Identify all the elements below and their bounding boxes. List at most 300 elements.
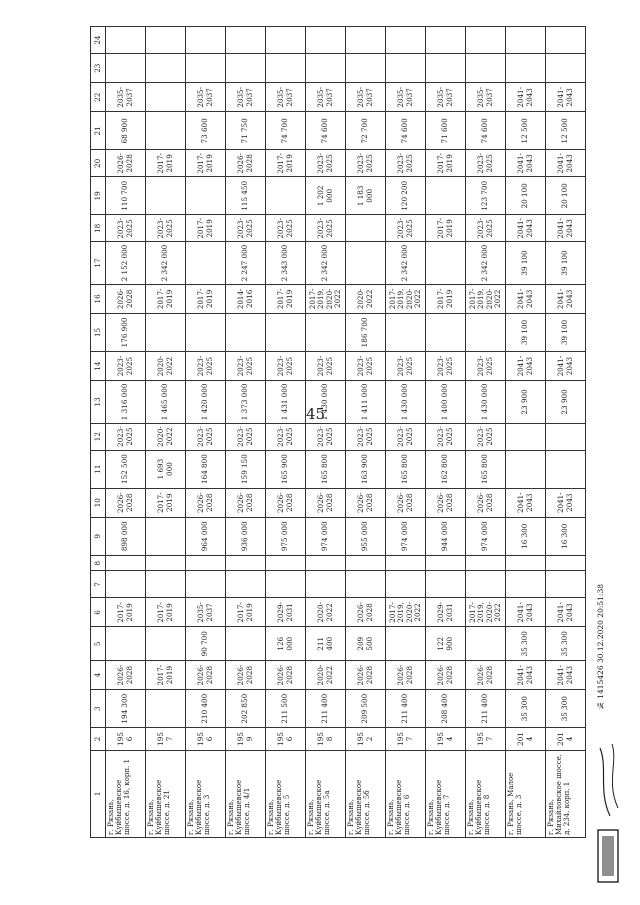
table-cell: 2035-2037 [226, 83, 266, 112]
table-cell [186, 54, 226, 83]
table-cell: 23 900 [546, 381, 586, 424]
column-header: 4 [91, 661, 106, 690]
address-cell: г. Рязань, Куйбышевское шоссе, д. 5б [346, 750, 386, 837]
table-cell: 2026-2028 [346, 488, 386, 517]
table-cell: 2023-2025 [346, 423, 386, 450]
table-cell: 159 150 [226, 450, 266, 488]
table-cell [426, 555, 466, 571]
table-cell: 2023-2025 [146, 215, 186, 242]
table-cell [146, 177, 186, 215]
table-cell: 1 693 000 [146, 450, 186, 488]
table-cell: 35 300 [546, 690, 586, 728]
table-cell: 2026-2028 [186, 661, 226, 690]
table-cell: 72 700 [346, 112, 386, 150]
table-cell [466, 54, 506, 83]
table-cell: 2017-2019, 2020-2022 [466, 598, 506, 627]
table-cell: 1 430 000 [306, 381, 346, 424]
table-cell [346, 242, 386, 285]
registration-note: № 1415426 30.12.2020 20:51:38 [596, 584, 605, 711]
table-cell [146, 112, 186, 150]
table-cell: 2023-2025 [306, 423, 346, 450]
address-cell: г. Рязань, Куйбышевское шоссе, д. 8 [466, 750, 506, 837]
table-cell: 1 430 000 [386, 381, 426, 424]
table-cell [306, 571, 346, 598]
table-cell [226, 627, 266, 661]
table-cell: 964 000 [186, 517, 226, 555]
table-cell [106, 54, 146, 83]
table-cell: 2 342 000 [386, 242, 426, 285]
column-header: 12 [91, 423, 106, 450]
table-cell: 2 342 000 [146, 242, 186, 285]
table-cell: 120 200 [386, 177, 426, 215]
table-cell: 1956 [266, 728, 306, 750]
table-cell [226, 313, 266, 351]
table-cell: 209 500 [346, 627, 386, 661]
table-cell: 2017-2019 [426, 150, 466, 177]
table-cell: 2017-2019, 2020-2022 [386, 284, 426, 313]
table-cell [386, 555, 426, 571]
table-cell [186, 177, 226, 215]
table-cell: 2023-2025 [466, 423, 506, 450]
table-cell: 2 152 000 [106, 242, 146, 285]
table-cell: 2017-2019 [426, 284, 466, 313]
table-cell: 2023-2025 [266, 352, 306, 381]
table-cell: 2017-2019 [186, 215, 226, 242]
table-cell: 1 400 000 [426, 381, 466, 424]
column-header: 6 [91, 598, 106, 627]
table-cell: 176 900 [106, 313, 146, 351]
table-cell [546, 423, 586, 450]
table-cell: 2017-2019 [426, 215, 466, 242]
table-cell: 2035-2037 [186, 83, 226, 112]
table-cell [426, 27, 466, 54]
table-cell: 2017-2019, 2020-2022 [386, 598, 426, 627]
column-header: 9 [91, 517, 106, 555]
column-number-row [91, 27, 106, 838]
column-header: 15 [91, 313, 106, 351]
table-cell: 2041-2043 [546, 284, 586, 313]
table-row [466, 27, 506, 838]
table-cell: 1 316 000 [106, 381, 146, 424]
table-cell [546, 27, 586, 54]
table-cell: 1958 [306, 728, 346, 750]
table-cell: 2017-2019 [186, 150, 226, 177]
table-cell: 39 100 [546, 313, 586, 351]
table-row [426, 27, 466, 838]
table-cell [146, 54, 186, 83]
table-cell: 2020-2022 [146, 423, 186, 450]
table-cell [546, 555, 586, 571]
table-cell: 2035-2037 [426, 83, 466, 112]
table-cell: 16 300 [506, 517, 546, 555]
table-cell: 2023-2025 [386, 215, 426, 242]
column-header: 2 [91, 728, 106, 750]
table-cell [386, 627, 426, 661]
address-cell: г. Рязань, Куйбышевское шоссе, д. 7 [426, 750, 466, 837]
table-cell: 39 100 [546, 242, 586, 285]
table-cell: 110 700 [106, 177, 146, 215]
table-cell: 71 750 [226, 112, 266, 150]
table-cell: 74 700 [266, 112, 306, 150]
table-cell [266, 571, 306, 598]
address-cell: г. Рязань, Куйбышевское шоссе, д. 6 [386, 750, 426, 837]
table-cell: 2 247 000 [226, 242, 266, 285]
table-cell: 39 100 [506, 313, 546, 351]
table-cell: 68 900 [106, 112, 146, 150]
table-cell: 2017-2019 [146, 661, 186, 690]
table-cell [146, 313, 186, 351]
page-number: 45 [306, 405, 326, 423]
table-cell: 1 431 000 [266, 381, 306, 424]
table-row [106, 27, 146, 838]
table-cell: 12 500 [546, 112, 586, 150]
table-row [226, 27, 266, 838]
table-cell: 74 600 [466, 112, 506, 150]
table-row [306, 27, 346, 838]
table-cell: 165 800 [386, 450, 426, 488]
table-cell: 2041-2043 [506, 284, 546, 313]
table-cell: 1952 [346, 728, 386, 750]
table-cell: 2023-2025 [306, 150, 346, 177]
table-cell [146, 690, 186, 728]
table-cell: 23 900 [506, 381, 546, 424]
table-cell: 2017-2019 [106, 598, 146, 627]
address-cell: г. Рязань, Куйбышевское шоссе, д. 4/1 [226, 750, 266, 837]
table-cell: 2041-2043 [546, 215, 586, 242]
capital-repair-schedule-table [90, 26, 586, 838]
column-header: 1 [91, 750, 106, 837]
table-cell: 211 400 [386, 690, 426, 728]
table-row [266, 27, 306, 838]
table-cell: 211 500 [266, 690, 306, 728]
table-cell: 2041-2043 [506, 83, 546, 112]
table-cell [386, 54, 426, 83]
table-cell: 2 342 000 [306, 242, 346, 285]
table-cell: 2041-2043 [506, 488, 546, 517]
column-header: 8 [91, 555, 106, 571]
table-cell [186, 555, 226, 571]
table-cell: 2026-2028 [426, 661, 466, 690]
table-cell: 16 300 [546, 517, 586, 555]
table-cell: 2020-2022 [346, 284, 386, 313]
table-cell: 186 700 [346, 313, 386, 351]
table-cell: 2023-2025 [346, 352, 386, 381]
table-cell: 974 000 [306, 517, 346, 555]
table-cell: 2041-2043 [506, 215, 546, 242]
table-cell: 126 000 [266, 627, 306, 661]
table-cell: 2017-2019 [146, 284, 186, 313]
table-cell: 2017-2019 [146, 150, 186, 177]
table-cell [386, 313, 426, 351]
table-cell [386, 571, 426, 598]
table-cell [426, 242, 466, 285]
table-cell: 2026-2028 [106, 150, 146, 177]
table-cell: 39 100 [506, 242, 546, 285]
table-cell [546, 450, 586, 488]
table-cell: 165 800 [466, 450, 506, 488]
table-cell [346, 215, 386, 242]
table-cell: 2023-2025 [386, 150, 426, 177]
table-cell [226, 571, 266, 598]
table-cell: 115 450 [226, 177, 266, 215]
table-cell: 2026-2028 [426, 488, 466, 517]
table-cell [306, 54, 346, 83]
table-cell [106, 555, 146, 571]
table-cell: 20 100 [546, 177, 586, 215]
table-cell: 2020-2022 [146, 352, 186, 381]
table-cell: 122 900 [426, 627, 466, 661]
registration-stamp-icon [594, 738, 626, 888]
table-cell: 2026-2028 [386, 661, 426, 690]
table-cell [546, 571, 586, 598]
table-cell [146, 27, 186, 54]
table-cell [226, 27, 266, 54]
table-cell: 1956 [186, 728, 226, 750]
table-cell [146, 517, 186, 555]
table-cell: 2041-2043 [546, 488, 586, 517]
column-header: 10 [91, 488, 106, 517]
table-cell: 211 400 [306, 690, 346, 728]
address-cell: г. Рязань, Куйбышевское шоссе, д. 5а [306, 750, 346, 837]
column-header: 14 [91, 352, 106, 381]
table-cell: 2041-2043 [546, 352, 586, 381]
table-cell [426, 313, 466, 351]
table-row [546, 27, 586, 838]
table-cell [506, 423, 546, 450]
table-cell [186, 242, 226, 285]
table-cell [106, 27, 146, 54]
table-cell [506, 555, 546, 571]
table-cell: 2023-2025 [106, 215, 146, 242]
table-cell [426, 571, 466, 598]
address-cell: г. Рязань, Малое шоссе, д. 3 [506, 750, 546, 837]
table-cell: 2023-2025 [226, 423, 266, 450]
table-cell: 1 202 000 [306, 177, 346, 215]
table-cell: 35 300 [506, 690, 546, 728]
table-cell: 974 000 [466, 517, 506, 555]
table-cell [466, 627, 506, 661]
table-cell: 2026-2028 [466, 661, 506, 690]
table-wrapper [90, 26, 590, 838]
table-cell: 2023-2025 [306, 352, 346, 381]
address-cell: г. Рязань, Куйбышевское шоссе, д. 5 [266, 750, 306, 837]
table-cell: 2023-2025 [266, 423, 306, 450]
table-cell: 2041-2043 [506, 150, 546, 177]
table-cell: 2026-2028 [466, 488, 506, 517]
table-cell: 1957 [386, 728, 426, 750]
table-cell: 2023-2025 [426, 423, 466, 450]
table-cell: 74 600 [306, 112, 346, 150]
table-cell: 2035-2037 [346, 83, 386, 112]
table-cell: 35 300 [546, 627, 586, 661]
column-header: 13 [91, 381, 106, 424]
table-cell [466, 313, 506, 351]
table-cell: 2014-2016 [226, 284, 266, 313]
table-cell: 2023-2025 [466, 352, 506, 381]
rotated-table-container [90, 26, 590, 838]
column-header: 24 [91, 27, 106, 54]
table-cell: 209 500 [346, 690, 386, 728]
table-cell: 2023-2025 [346, 150, 386, 177]
table-cell [186, 313, 226, 351]
table-cell [266, 27, 306, 54]
table-cell [106, 571, 146, 598]
table-cell: 1957 [146, 728, 186, 750]
table-cell [186, 571, 226, 598]
table-cell: 123 700 [466, 177, 506, 215]
table-cell: 2023-2025 [186, 352, 226, 381]
column-header: 23 [91, 54, 106, 83]
table-cell: 2026-2028 [226, 150, 266, 177]
column-header: 7 [91, 571, 106, 598]
table-cell: 2041-2043 [546, 661, 586, 690]
table-cell [506, 54, 546, 83]
table-cell: 2029-2031 [266, 598, 306, 627]
table-cell [386, 27, 426, 54]
address-cell: г. Рязань, Михайловское шоссе, д. 234, корп. 1 [546, 750, 586, 837]
table-cell: 202 850 [226, 690, 266, 728]
table-cell [306, 555, 346, 571]
table-cell: 2023-2025 [386, 352, 426, 381]
table-cell: 194 300 [106, 690, 146, 728]
table-cell: 20 100 [506, 177, 546, 215]
table-row [386, 27, 426, 838]
table-cell: 2035-2037 [306, 83, 346, 112]
table-cell: 165 900 [266, 450, 306, 488]
address-cell: г. Рязань, Куйбышевское шоссе, д. 16, корп. 1 [106, 750, 146, 837]
table-cell: 2023-2025 [226, 352, 266, 381]
table-cell: 2017-2019 [266, 284, 306, 313]
table-cell: 2023-2025 [106, 352, 146, 381]
address-cell: г. Рязань, Куйбышевское шоссе, д. 21 [146, 750, 186, 837]
table-cell: 73 600 [186, 112, 226, 150]
table-cell: 2026-2028 [106, 661, 146, 690]
table-cell: 1 183 000 [346, 177, 386, 215]
table-cell: 2014 [546, 728, 586, 750]
table-cell [426, 177, 466, 215]
table-cell [226, 54, 266, 83]
column-header: 16 [91, 284, 106, 313]
table-cell [186, 27, 226, 54]
table-cell: 2035-2037 [106, 83, 146, 112]
table-cell: 2026-2028 [306, 488, 346, 517]
column-header: 18 [91, 215, 106, 242]
table-cell: 2041-2043 [546, 598, 586, 627]
table-cell: 12 500 [506, 112, 546, 150]
table-cell: 1954 [426, 728, 466, 750]
table-cell: 2017-2019 [146, 598, 186, 627]
table-cell: 2017-2019 [266, 150, 306, 177]
table-cell: 35 300 [506, 627, 546, 661]
table-cell [466, 555, 506, 571]
table-cell: 2026-2028 [186, 488, 226, 517]
column-header: 3 [91, 690, 106, 728]
table-cell: 2026-2028 [266, 661, 306, 690]
table-row [186, 27, 226, 838]
table-cell: 2026-2028 [266, 488, 306, 517]
table-cell [266, 555, 306, 571]
table-cell: 1959 [226, 728, 266, 750]
table-cell: 975 000 [266, 517, 306, 555]
table-cell: 2017-2019 [146, 488, 186, 517]
column-header: 17 [91, 242, 106, 285]
table-cell: 955 000 [346, 517, 386, 555]
table-cell [506, 27, 546, 54]
table-cell: 2026-2028 [106, 284, 146, 313]
table-cell [506, 571, 546, 598]
table-cell: 211 400 [306, 627, 346, 661]
table-cell: 2041-2043 [506, 661, 546, 690]
table-cell: 2020-2022 [306, 661, 346, 690]
table-cell [266, 313, 306, 351]
table-cell: 2035-2037 [186, 598, 226, 627]
table-cell: 2041-2043 [546, 83, 586, 112]
table-cell: 164 800 [186, 450, 226, 488]
table-cell [106, 627, 146, 661]
table-cell: 2029-2031 [426, 598, 466, 627]
table-cell: 2041-2043 [546, 150, 586, 177]
table-cell: 2023-2025 [266, 215, 306, 242]
table-cell: 1956 [106, 728, 146, 750]
table-cell: 2023-2025 [426, 352, 466, 381]
table-cell [266, 54, 306, 83]
table-cell [226, 555, 266, 571]
table-cell: 2041-2043 [506, 352, 546, 381]
table-cell [426, 54, 466, 83]
table-cell: 2017-2019 [226, 598, 266, 627]
table-cell: 211 400 [466, 690, 506, 728]
column-header: 19 [91, 177, 106, 215]
table-cell: 210 400 [186, 690, 226, 728]
table-cell [146, 627, 186, 661]
column-header: 21 [91, 112, 106, 150]
table-cell [466, 571, 506, 598]
table-cell: 2023-2025 [466, 150, 506, 177]
column-header: 5 [91, 627, 106, 661]
table-cell: 1 420 000 [186, 381, 226, 424]
table-cell: 2035-2037 [386, 83, 426, 112]
table-cell: 2020-2022 [306, 598, 346, 627]
table-cell: 974 000 [386, 517, 426, 555]
table-cell: 2017-2019, 2020-2022 [466, 284, 506, 313]
table-cell [346, 555, 386, 571]
table-cell: 2023-2025 [306, 215, 346, 242]
table-cell [546, 54, 586, 83]
table-cell: 2041-2043 [506, 598, 546, 627]
table-cell: 2014 [506, 728, 546, 750]
table-cell: 2023-2025 [186, 423, 226, 450]
table-cell: 165 800 [306, 450, 346, 488]
table-cell: 152 500 [106, 450, 146, 488]
table-cell: 208 400 [426, 690, 466, 728]
table-cell: 162 800 [426, 450, 466, 488]
table-row [506, 27, 546, 838]
column-header: 20 [91, 150, 106, 177]
table-cell: 2023-2025 [466, 215, 506, 242]
table-cell: 71 600 [426, 112, 466, 150]
table-cell: 2 343 000 [266, 242, 306, 285]
table-cell: 1 430 000 [466, 381, 506, 424]
table-cell: 1 465 000 [146, 381, 186, 424]
table-cell: 898 000 [106, 517, 146, 555]
table-cell: 1 411 000 [346, 381, 386, 424]
table-cell: 2023-2025 [106, 423, 146, 450]
table-cell [346, 27, 386, 54]
table-cell: 944 000 [426, 517, 466, 555]
table-cell [146, 571, 186, 598]
table-cell: 2026-2028 [386, 488, 426, 517]
table-cell [306, 27, 346, 54]
